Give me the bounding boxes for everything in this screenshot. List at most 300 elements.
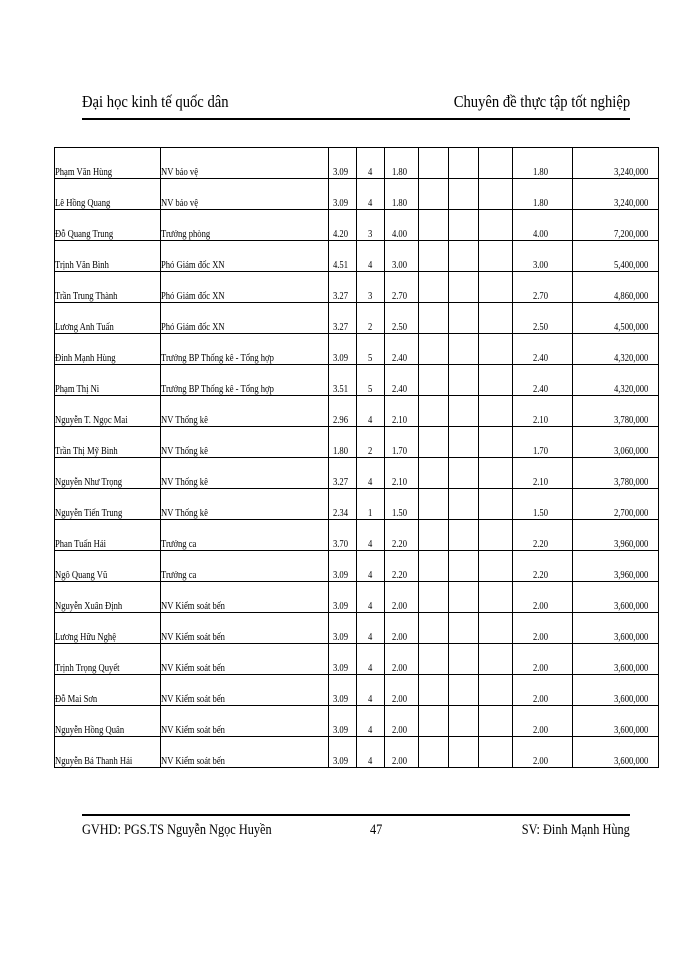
staff-name-text: Nguyễn Như Trọng [55,476,123,488]
salary-amount [573,551,659,582]
final-rate [513,303,573,334]
empty-cell [419,675,449,706]
final-rate [513,551,573,582]
staff-position [161,644,329,675]
staff-name-text: Đỗ Quang Trung [55,228,114,240]
salary-amount [573,644,659,675]
rate-value-text: 3.00 [391,259,407,271]
empty-cell [479,582,513,613]
final-rate [513,427,573,458]
rate-value-text: 2.00 [391,693,407,705]
table-row [55,551,659,582]
grade-level-text: 4 [367,755,373,767]
empty-cell [419,520,449,551]
grade-level [357,179,385,210]
rate-value-text: 2.10 [391,476,407,488]
staff-position [161,489,329,520]
page-header [82,92,630,116]
rate-value [385,706,419,737]
footer-student: SV: Đinh Mạnh Hùng [521,822,630,838]
salary-amount [573,489,659,520]
final-rate-text: 2.50 [532,321,548,333]
empty-cell [479,520,513,551]
salary-amount [573,396,659,427]
empty-cell [449,675,479,706]
salary-amount-text: 7,200,000 [614,228,649,240]
grade-level-text: 4 [367,538,373,550]
salary-amount-text: 3,960,000 [614,569,649,581]
grade-level-text: 4 [367,693,373,705]
grade-level [357,334,385,365]
staff-position [161,179,329,210]
final-rate-text: 2.10 [532,476,548,488]
final-rate-text: 2.00 [532,693,548,705]
grade-level [357,613,385,644]
rate-value [385,427,419,458]
staff-name-text: Trịnh Trọng Quyết [55,662,120,674]
final-rate-text: 2.20 [532,538,548,550]
final-rate [513,272,573,303]
staff-name [55,396,161,427]
final-rate-text: 2.40 [532,383,548,395]
staff-name [55,737,161,768]
grade-level-text: 4 [367,166,373,178]
staff-name [55,179,161,210]
salary-coefficient [329,520,357,551]
salary-coefficient-text: 3.27 [332,321,348,333]
empty-cell [449,737,479,768]
salary-coefficient [329,489,357,520]
salary-coefficient-text: 2.96 [332,414,348,426]
staff-position [161,303,329,334]
salary-amount-text: 3,600,000 [614,755,649,767]
final-rate [513,179,573,210]
rate-value-text: 1.80 [391,166,407,178]
salary-amount [573,272,659,303]
staff-name-text: Ngô Quang Vũ [55,569,108,581]
grade-level-text: 5 [367,352,373,364]
rate-value-text: 2.70 [391,290,407,302]
salary-amount [573,582,659,613]
staff-name [55,241,161,272]
empty-cell [479,148,513,179]
table-row [55,582,659,613]
staff-position-text: NV Thống kê [161,507,208,519]
salary-amount-text: 4,860,000 [614,290,649,302]
final-rate [513,334,573,365]
grade-level [357,303,385,334]
table-row [55,644,659,675]
staff-position-text: NV Kiểm soát bến [161,724,225,736]
table-row [55,489,659,520]
staff-position-text: NV Thống kê [161,445,208,457]
staff-position [161,210,329,241]
rate-value-text: 2.40 [391,352,407,364]
grade-level-text: 4 [367,600,373,612]
empty-cell [479,303,513,334]
table-row [55,303,659,334]
rate-value-text: 4.00 [391,228,407,240]
staff-position [161,737,329,768]
staff-position [161,551,329,582]
grade-level [357,241,385,272]
staff-position [161,458,329,489]
table-row [55,148,659,179]
empty-cell [419,489,449,520]
salary-amount-text: 4,320,000 [614,383,649,395]
rate-value-text: 2.00 [391,631,407,643]
salary-amount-text: 3,600,000 [614,631,649,643]
staff-position-text: Phó Giám đốc XN [161,259,225,271]
salary-amount [573,613,659,644]
rate-value [385,272,419,303]
table-row [55,675,659,706]
rate-value [385,737,419,768]
salary-coefficient-text: 3.27 [332,476,348,488]
staff-name-text: Trịnh Văn Bình [55,259,109,271]
table-row [55,241,659,272]
staff-position-text: NV Thống kê [161,414,208,426]
table-row [55,396,659,427]
final-rate [513,458,573,489]
rate-value [385,644,419,675]
empty-cell [419,272,449,303]
empty-cell [479,241,513,272]
footer-divider [82,814,630,816]
empty-cell [479,489,513,520]
staff-name-text: Phạm Thị Ni [55,383,100,395]
salary-amount-text: 3,960,000 [614,538,649,550]
empty-cell [479,458,513,489]
staff-position [161,334,329,365]
empty-cell [479,179,513,210]
grade-level [357,706,385,737]
staff-position [161,241,329,272]
empty-cell [449,210,479,241]
staff-name-text: Lê Hồng Quang [55,197,111,209]
empty-cell [419,737,449,768]
staff-name-text: Lương Anh Tuấn [55,321,114,333]
rate-value [385,148,419,179]
header-university: Đại học kinh tế quốc dân [82,92,229,111]
header-report-title: Chuyên đề thực tập tốt nghiệp [453,92,630,111]
grade-level [357,458,385,489]
empty-cell [449,644,479,675]
salary-coefficient-text: 3.51 [332,383,348,395]
salary-amount-text: 3,780,000 [614,414,649,426]
empty-cell [449,396,479,427]
salary-amount [573,365,659,396]
footer-advisor: GVHD: PGS.TS Nguyễn Ngọc Huyền [82,822,272,838]
final-rate-text: 2.00 [532,600,548,612]
salary-coefficient-text: 1.80 [332,445,348,457]
salary-coefficient [329,303,357,334]
rate-value [385,675,419,706]
staff-position [161,396,329,427]
final-rate-text: 2.10 [532,414,548,426]
staff-name-text: Trần Thị Mỹ Bình [55,445,118,457]
rate-value-text: 2.00 [391,724,407,736]
empty-cell [449,303,479,334]
staff-position-text: Phó Giám đốc XN [161,290,225,302]
salary-coefficient [329,737,357,768]
empty-cell [449,613,479,644]
grade-level-text: 4 [367,631,373,643]
staff-name [55,334,161,365]
empty-cell [449,179,479,210]
staff-name-text: Nguyễn Hồng Quân [55,724,125,736]
empty-cell [449,551,479,582]
rate-value-text: 1.80 [391,197,407,209]
salary-coefficient [329,613,357,644]
empty-cell [419,706,449,737]
salary-amount-text: 3,240,000 [614,166,649,178]
staff-name-text: Phạm Văn Hùng [55,166,113,178]
salary-amount [573,179,659,210]
rate-value-text: 2.40 [391,383,407,395]
grade-level [357,396,385,427]
salary-coefficient [329,396,357,427]
empty-cell [419,365,449,396]
grade-level-text: 4 [367,476,373,488]
rate-value [385,210,419,241]
salary-coefficient [329,644,357,675]
final-rate-text: 2.00 [532,755,548,767]
empty-cell [419,334,449,365]
empty-cell [419,427,449,458]
table-row [55,427,659,458]
salary-amount-text: 3,600,000 [614,724,649,736]
empty-cell [479,551,513,582]
staff-name [55,458,161,489]
grade-level-text: 4 [367,569,373,581]
salary-coefficient [329,148,357,179]
salary-amount [573,737,659,768]
salary-amount-text: 2,700,000 [614,507,649,519]
table-row [55,179,659,210]
grade-level-text: 4 [367,197,373,209]
rate-value [385,396,419,427]
empty-cell [419,241,449,272]
salary-coefficient [329,272,357,303]
empty-cell [419,179,449,210]
final-rate-text: 1.80 [532,197,548,209]
rate-value-text: 2.20 [391,538,407,550]
staff-name-text: Đỗ Mai Sơn [55,693,98,705]
final-rate-text: 4.00 [532,228,548,240]
staff-position-text: NV Kiểm soát bến [161,600,225,612]
grade-level [357,737,385,768]
staff-name-text: Đinh Mạnh Hùng [55,352,116,364]
salary-coefficient-text: 3.09 [332,569,348,581]
rate-value-text: 2.20 [391,569,407,581]
staff-name-text: Nguyễn T. Ngọc Mai [55,414,128,426]
staff-name [55,613,161,644]
grade-level-text: 3 [367,290,373,302]
final-rate-text: 2.00 [532,631,548,643]
staff-position [161,706,329,737]
grade-level-text: 4 [367,662,373,674]
salary-amount [573,520,659,551]
rate-value [385,489,419,520]
staff-position [161,613,329,644]
salary-coefficient-text: 3.70 [332,538,348,550]
final-rate [513,706,573,737]
grade-level [357,675,385,706]
grade-level [357,148,385,179]
empty-cell [449,365,479,396]
empty-cell [449,334,479,365]
rate-value-text: 2.50 [391,321,407,333]
empty-cell [419,148,449,179]
final-rate [513,675,573,706]
final-rate [513,365,573,396]
staff-name-text: Nguyễn Xuân Định [55,600,123,612]
final-rate [513,241,573,272]
final-rate-text: 1.70 [532,445,548,457]
staff-name [55,489,161,520]
empty-cell [419,458,449,489]
salary-coefficient [329,210,357,241]
table-row [55,706,659,737]
staff-position-text: Phó Giám đốc XN [161,321,225,333]
salary-coefficient-text: 3.09 [332,166,348,178]
grade-level-text: 4 [367,724,373,736]
salary-coefficient-text: 4.20 [332,228,348,240]
salary-coefficient [329,365,357,396]
page-footer [82,822,630,846]
table-row [55,613,659,644]
staff-position [161,675,329,706]
salary-amount [573,210,659,241]
rate-value [385,179,419,210]
staff-name [55,365,161,396]
salary-amount-text: 3,600,000 [614,600,649,612]
empty-cell [419,210,449,241]
empty-cell [419,396,449,427]
final-rate [513,210,573,241]
final-rate-text: 2.40 [532,352,548,364]
empty-cell [479,427,513,458]
staff-position-text: NV Kiểm soát bến [161,662,225,674]
rate-value [385,458,419,489]
salary-amount [573,334,659,365]
final-rate-text: 3.00 [532,259,548,271]
rate-value-text: 2.00 [391,755,407,767]
staff-name-text: Nguyễn Tiến Trung [55,507,123,519]
empty-cell [479,644,513,675]
staff-position-text: Trưởng ca [161,538,197,550]
staff-position [161,520,329,551]
table-row [55,365,659,396]
final-rate-text: 2.00 [532,724,548,736]
final-rate-text: 2.20 [532,569,548,581]
staff-position-text: Trưởng BP Thống kê - Tổng hợp [161,352,274,364]
salary-coefficient-text: 3.09 [332,662,348,674]
grade-level [357,644,385,675]
salary-coefficient [329,334,357,365]
staff-name-text: Nguyễn Bá Thanh Hải [55,755,133,767]
salary-amount [573,148,659,179]
grade-level [357,551,385,582]
rate-value-text: 1.70 [391,445,407,457]
staff-name [55,520,161,551]
empty-cell [479,396,513,427]
staff-position [161,365,329,396]
grade-level [357,520,385,551]
final-rate-text: 2.00 [532,662,548,674]
grade-level-text: 1 [367,507,373,519]
grade-level-text: 4 [367,259,373,271]
salary-table [54,147,659,768]
rate-value-text: 2.00 [391,600,407,612]
final-rate-text: 1.80 [532,166,548,178]
rate-value [385,303,419,334]
empty-cell [449,148,479,179]
empty-cell [419,551,449,582]
staff-name [55,272,161,303]
empty-cell [479,334,513,365]
empty-cell [479,706,513,737]
staff-position-text: NV Thống kê [161,476,208,488]
staff-name-text: Phan Tuấn Hải [55,538,107,550]
staff-name [55,706,161,737]
empty-cell [479,675,513,706]
staff-position [161,148,329,179]
final-rate-text: 1.50 [532,507,548,519]
salary-coefficient-text: 3.09 [332,755,348,767]
rate-value [385,241,419,272]
empty-cell [479,737,513,768]
salary-coefficient-text: 3.09 [332,600,348,612]
salary-coefficient-text: 2.34 [332,507,348,519]
salary-coefficient-text: 3.09 [332,724,348,736]
staff-position [161,582,329,613]
empty-cell [449,241,479,272]
salary-coefficient [329,582,357,613]
salary-coefficient [329,241,357,272]
staff-position-text: NV Kiểm soát bến [161,631,225,643]
final-rate-text: 2.70 [532,290,548,302]
staff-name-text: Lương Hữu Nghệ [55,631,117,643]
staff-position-text: NV bảo vệ [161,197,199,209]
grade-level-text: 4 [367,414,373,426]
rate-value [385,613,419,644]
salary-coefficient-text: 3.09 [332,631,348,643]
rate-value-text: 2.00 [391,662,407,674]
table-row [55,272,659,303]
salary-amount-text: 4,500,000 [614,321,649,333]
salary-coefficient [329,179,357,210]
grade-level [357,272,385,303]
empty-cell [449,520,479,551]
empty-cell [479,272,513,303]
staff-name [55,427,161,458]
rate-value-text: 1.50 [391,507,407,519]
staff-name [55,303,161,334]
final-rate [513,582,573,613]
empty-cell [419,303,449,334]
final-rate [513,613,573,644]
table-row [55,737,659,768]
salary-amount [573,458,659,489]
salary-coefficient [329,675,357,706]
empty-cell [479,365,513,396]
grade-level [357,427,385,458]
staff-name [55,582,161,613]
grade-level [357,210,385,241]
salary-amount-text: 3,240,000 [614,197,649,209]
